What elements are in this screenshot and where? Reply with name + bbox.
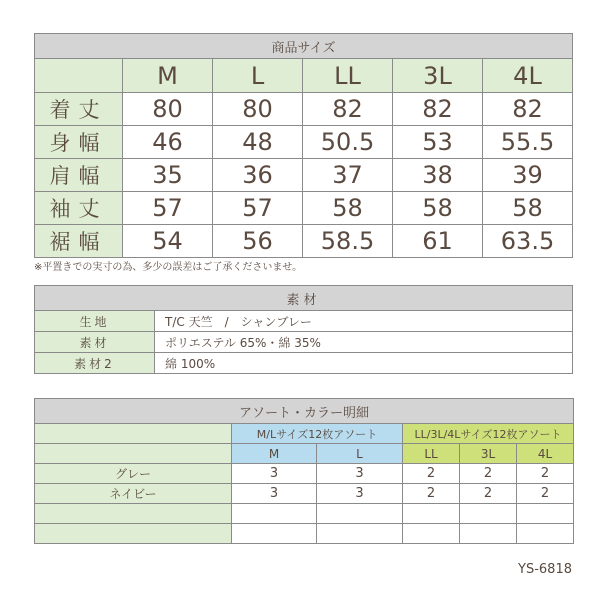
size-value: 35	[123, 159, 213, 192]
size-value: 82	[393, 93, 483, 126]
table-row	[35, 504, 574, 524]
table-row	[35, 126, 573, 159]
table-row	[35, 332, 573, 353]
table-row	[35, 192, 573, 225]
material-table	[34, 285, 573, 374]
size-value: 46	[123, 126, 213, 159]
color-label-gray: グレー	[35, 464, 232, 484]
assort-group-row	[35, 424, 574, 444]
table-row	[35, 464, 574, 484]
row-label-shoulder: 肩幅	[35, 159, 123, 192]
assort-size-ll: LL	[403, 444, 460, 464]
size-value: 61	[393, 225, 483, 258]
assort-size-3l: 3L	[460, 444, 517, 464]
assort-size-row	[35, 444, 574, 464]
table-row	[35, 225, 573, 258]
assort-qty-empty	[517, 504, 574, 524]
assort-qty: 3	[232, 484, 317, 504]
material-table-title: 素材	[35, 286, 573, 311]
assort-size-l: L	[317, 444, 403, 464]
assort-qty: 2	[403, 464, 460, 484]
row-label-chest: 身幅	[35, 126, 123, 159]
table-row	[35, 484, 574, 504]
assort-group-blank	[35, 424, 232, 444]
size-header-row	[35, 59, 573, 93]
assort-qty: 2	[403, 484, 460, 504]
assort-group-big: LL/3L/4Lサイズ12枚アソート	[403, 424, 574, 444]
product-code: YS-6818	[518, 562, 572, 577]
assort-size-blank	[35, 444, 232, 464]
size-value: 58	[483, 192, 573, 225]
table-row	[35, 159, 573, 192]
size-value: 50.5	[303, 126, 393, 159]
color-label-empty	[35, 524, 232, 544]
assort-qty-empty	[232, 524, 317, 544]
row-label-sleeve: 袖丈	[35, 192, 123, 225]
size-value: 53	[393, 126, 483, 159]
table-row	[35, 93, 573, 126]
material-value-material2: 綿 100%	[155, 353, 573, 374]
size-label-ll: LL	[303, 59, 393, 93]
assort-qty-empty	[232, 504, 317, 524]
table-row	[35, 311, 573, 332]
material-label-fabric: 生地	[35, 311, 155, 332]
size-value: 39	[483, 159, 573, 192]
size-value: 55.5	[483, 126, 573, 159]
size-value: 58	[393, 192, 483, 225]
color-label-navy: ネイビー	[35, 484, 232, 504]
assort-qty: 2	[460, 464, 517, 484]
material-label-material2: 素材2	[35, 353, 155, 374]
assort-qty: 2	[460, 484, 517, 504]
size-label-4l: 4L	[483, 59, 573, 93]
assort-table-title: アソート・カラー明細	[35, 399, 574, 424]
size-value: 82	[483, 93, 573, 126]
material-value-fabric: T/C 天竺 / シャンブレー	[155, 311, 573, 332]
size-value: 36	[213, 159, 303, 192]
assort-table	[34, 398, 574, 544]
assort-qty-empty	[403, 524, 460, 544]
table-row	[35, 353, 573, 374]
size-value: 37	[303, 159, 393, 192]
assort-qty: 3	[317, 464, 403, 484]
size-value: 56	[213, 225, 303, 258]
measurement-note: ※平置きでの実寸の為、多少の誤差はご了承くださいませ。	[34, 262, 303, 273]
size-value: 57	[123, 192, 213, 225]
size-table-title: 商品サイズ	[35, 34, 573, 59]
assort-qty: 3	[317, 484, 403, 504]
size-value: 54	[123, 225, 213, 258]
size-value: 82	[303, 93, 393, 126]
size-label-3l: 3L	[393, 59, 483, 93]
material-label-material: 素材	[35, 332, 155, 353]
size-value: 48	[213, 126, 303, 159]
size-value: 38	[393, 159, 483, 192]
assort-qty-empty	[460, 504, 517, 524]
row-label-length: 着丈	[35, 93, 123, 126]
assort-qty-empty	[317, 504, 403, 524]
row-label-hem: 裾幅	[35, 225, 123, 258]
material-value-material: ポリエステル 65%・綿 35%	[155, 332, 573, 353]
assort-size-4l: 4L	[517, 444, 574, 464]
assort-qty-empty	[517, 524, 574, 544]
assort-qty-empty	[460, 524, 517, 544]
assort-size-m: M	[232, 444, 317, 464]
size-value: 57	[213, 192, 303, 225]
assort-qty: 2	[517, 464, 574, 484]
size-value: 58.5	[303, 225, 393, 258]
color-label-empty	[35, 504, 232, 524]
size-label-l: L	[213, 59, 303, 93]
size-value: 80	[213, 93, 303, 126]
table-row	[35, 524, 574, 544]
assort-group-ml: M/Lサイズ12枚アソート	[232, 424, 403, 444]
assort-qty: 2	[517, 484, 574, 504]
assort-qty: 3	[232, 464, 317, 484]
size-header-blank	[35, 59, 123, 93]
assort-qty-empty	[317, 524, 403, 544]
size-value: 80	[123, 93, 213, 126]
size-value: 58	[303, 192, 393, 225]
size-label-m: M	[123, 59, 213, 93]
size-table	[34, 33, 573, 258]
size-value: 63.5	[483, 225, 573, 258]
assort-qty-empty	[403, 504, 460, 524]
